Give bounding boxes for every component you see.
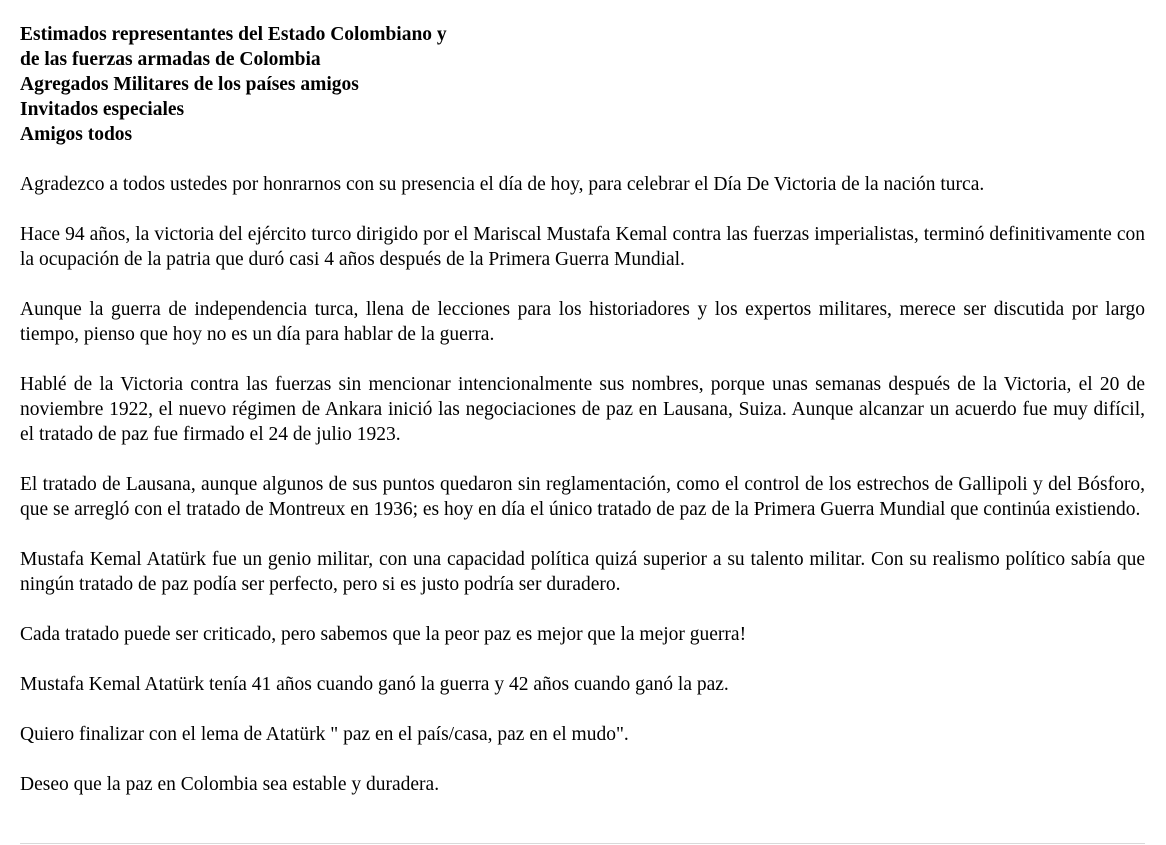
paragraph: Aunque la guerra de independencia turca, llena de lecciones para los historiadores y los expertos militares, merece ser discutida por largo tiempo, pienso que hoy no es un día para hablar de la guerra. xyxy=(20,299,1145,345)
salutation-line: Agregados Militares de los países amigos xyxy=(20,74,359,95)
paragraph: Agradezco a todos ustedes por honrarnos con su presencia el día de hoy, para celebrar el Día De Victoria de la nación turca. xyxy=(20,174,985,195)
bottom-divider xyxy=(20,843,1145,844)
document-body xyxy=(20,22,1145,797)
paragraph: Mustafa Kemal Atatürk tenía 41 años cuando ganó la guerra y 42 años cuando ganó la paz. xyxy=(20,674,729,695)
paragraph: Hablé de la Victoria contra las fuerzas sin mencionar intencionalmente sus nombres, porque unas semanas después de la Victoria, el 20 de noviembre 1922, el nuevo régimen de Ankara inició las negociaciones de paz en Lausana, Suiza. Aunque alcanzar un acuerdo fue muy difícil, el tratado de paz fue firmado el 24 de julio 1923. xyxy=(20,374,1145,445)
paragraph: Mustafa Kemal Atatürk fue un genio militar, con una capacidad política quizá superior a su talento militar. Con su realismo político sabía que ningún tratado de paz podía ser perfecto, pero si es justo podría ser duradero. xyxy=(20,549,1145,595)
paragraph: El tratado de Lausana, aunque algunos de sus puntos quedaron sin reglamentación, como el control de los estrechos de Gallipoli y del Bósforo, que se arregló con el tratado de Montreux en 1936; es hoy en día el único tratado de paz de la Primera Guerra Mundial que continúa existiendo. xyxy=(20,474,1145,520)
salutation-line: Invitados especiales xyxy=(20,99,185,120)
paragraph: Cada tratado puede ser criticado, pero sabemos que la peor paz es mejor que la mejor guerra! xyxy=(20,624,747,645)
paragraph: Quiero finalizar con el lema de Atatürk " paz en el país/casa, paz en el mudo". xyxy=(20,724,629,745)
paragraph: Deseo que la paz en Colombia sea estable y duradera. xyxy=(20,774,440,795)
salutation-block xyxy=(20,22,1145,147)
salutation-line: Estimados representantes del Estado Colombiano y xyxy=(20,24,447,45)
paragraph: Hace 94 años, la victoria del ejército turco dirigido por el Mariscal Mustafa Kemal contra las fuerzas imperialistas, terminó definitivamente con la ocupación de la patria que duró casi 4 años después de la Primera Guerra Mundial. xyxy=(20,224,1145,270)
salutation-line: Amigos todos xyxy=(20,124,133,145)
salutation-line: de las fuerzas armadas de Colombia xyxy=(20,49,321,70)
